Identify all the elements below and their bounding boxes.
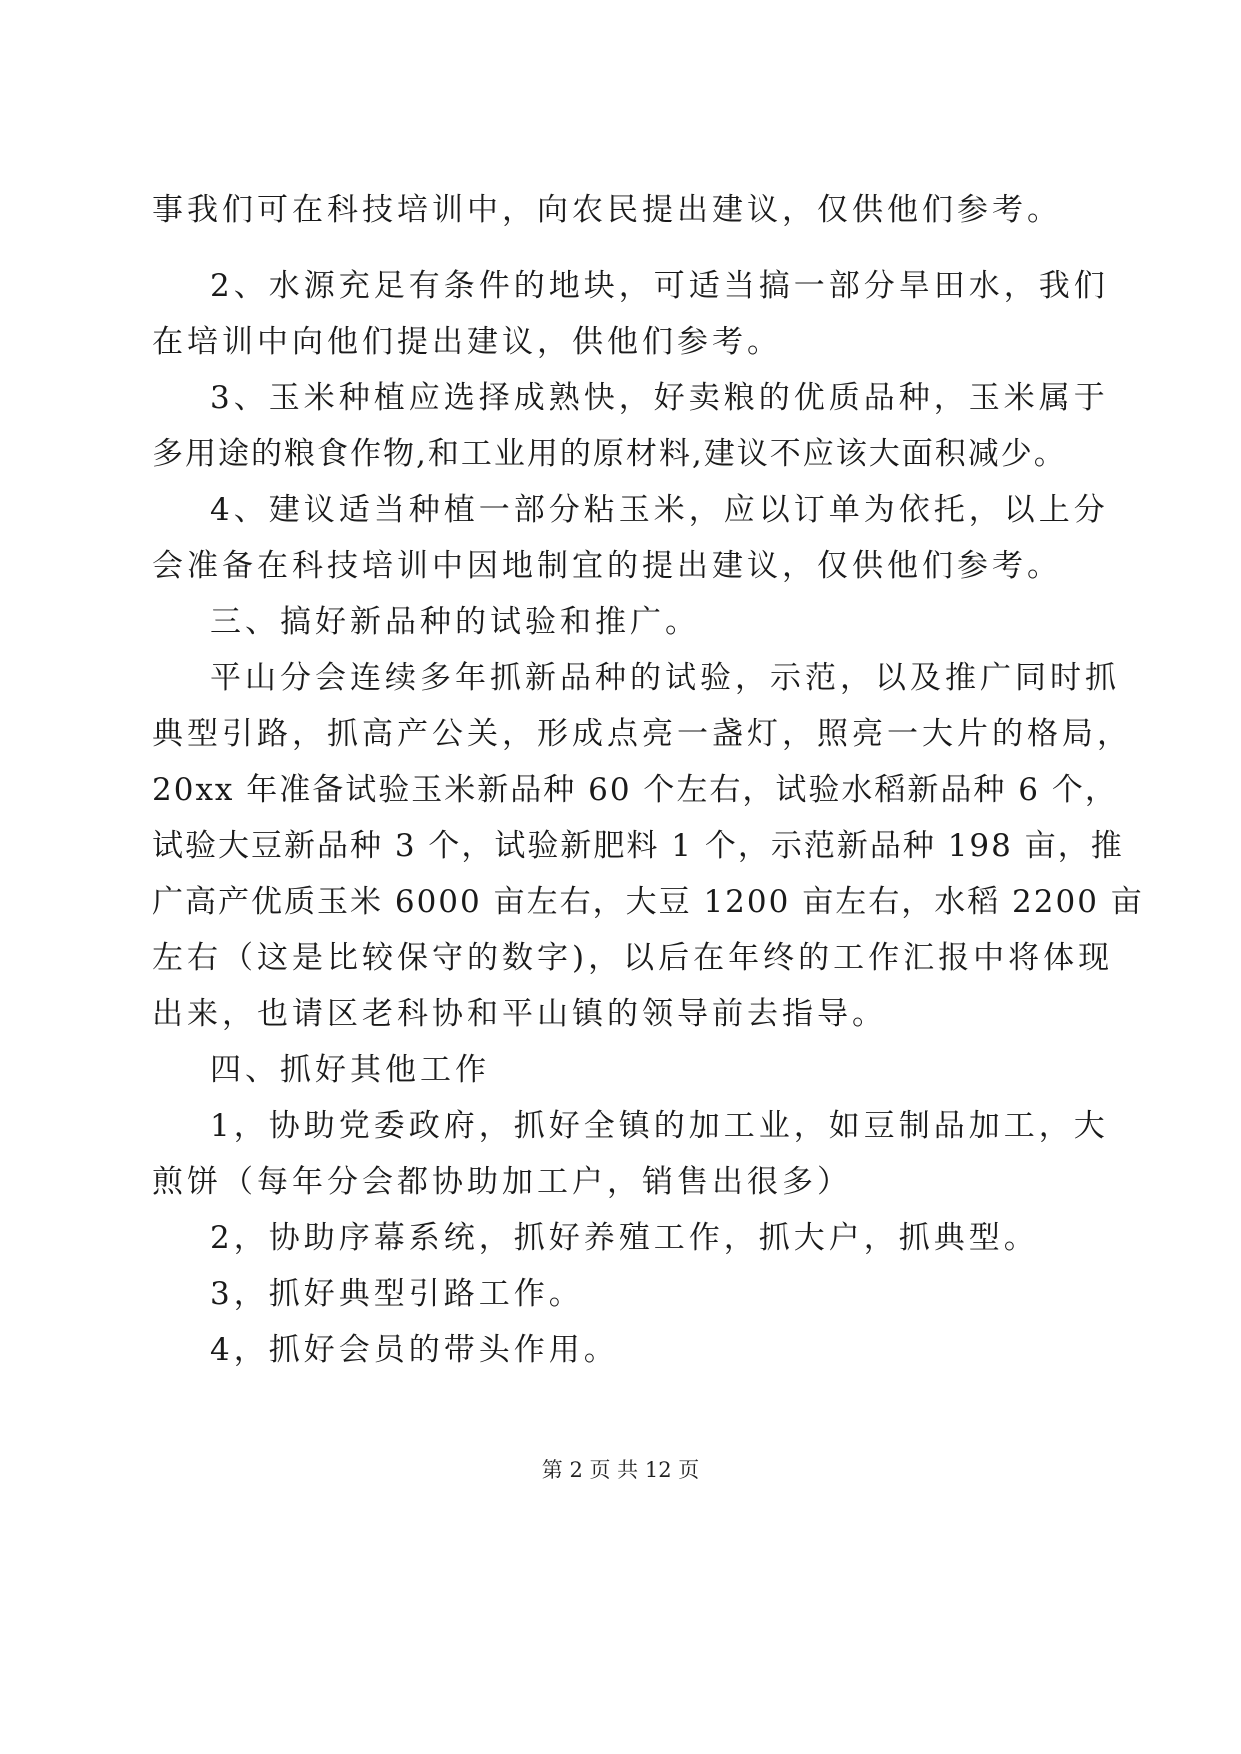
text-line: 事我们可在科技培训中，向农民提出建议，仅供他们参考。: [152, 192, 1062, 228]
page-number-footer: 第 2 页 共 12 页: [541, 1458, 700, 1482]
text-line: 在培训中向他们提出建议，供他们参考。: [152, 324, 782, 360]
text-line: 1，协助党委政府，抓好全镇的加工业，如豆制品加工，大: [210, 1108, 1109, 1144]
text-line: 多用途的粮食作物,和工业用的原材料,建议不应该大面积减少。: [152, 436, 1067, 472]
text-line: 广高产优质玉米 6000 亩左右，大豆 1200 亩左右，水稻 2200 亩: [152, 884, 1144, 920]
text-line: 左右（这是比较保守的数字)，以后在年终的工作汇报中将体现: [152, 940, 1114, 976]
text-line: 煎饼（每年分会都协助加工户，销售出很多）: [152, 1164, 852, 1200]
text-line: 试验大豆新品种 3 个，试验新肥料 1 个，示范新品种 198 亩，推: [152, 828, 1124, 864]
text-line: 2、水源充足有条件的地块，可适当搞一部分旱田水，我们: [210, 268, 1109, 304]
text-line: 2，协助序幕系统，抓好养殖工作，抓大户，抓典型。: [210, 1220, 1039, 1256]
text-line: 20xx 年准备试验玉米新品种 60 个左右，试验水稻新品种 6 个，: [152, 772, 1118, 808]
text-line: 4，抓好会员的带头作用。: [210, 1332, 619, 1368]
section-heading: 三、搞好新品种的试验和推广。: [210, 604, 700, 640]
text-line: 4、建议适当种植一部分粘玉米，应以订单为依托，以上分: [210, 492, 1109, 528]
text-line: 3、玉米种植应选择成熟快，好卖粮的优质品种，玉米属于: [210, 380, 1109, 416]
section-heading: 四、抓好其他工作: [210, 1052, 490, 1088]
text-line: 出来，也请区老科协和平山镇的领导前去指导。: [152, 996, 887, 1032]
text-line: 平山分会连续多年抓新品种的试验，示范，以及推广同时抓: [210, 660, 1120, 696]
text-line: 会准备在科技培训中因地制宜的提出建议，仅供他们参考。: [152, 548, 1062, 584]
text-line: 典型引路，抓高产公关，形成点亮一盏灯，照亮一大片的格局，: [152, 716, 1132, 752]
text-line: 3，抓好典型引路工作。: [210, 1276, 584, 1312]
